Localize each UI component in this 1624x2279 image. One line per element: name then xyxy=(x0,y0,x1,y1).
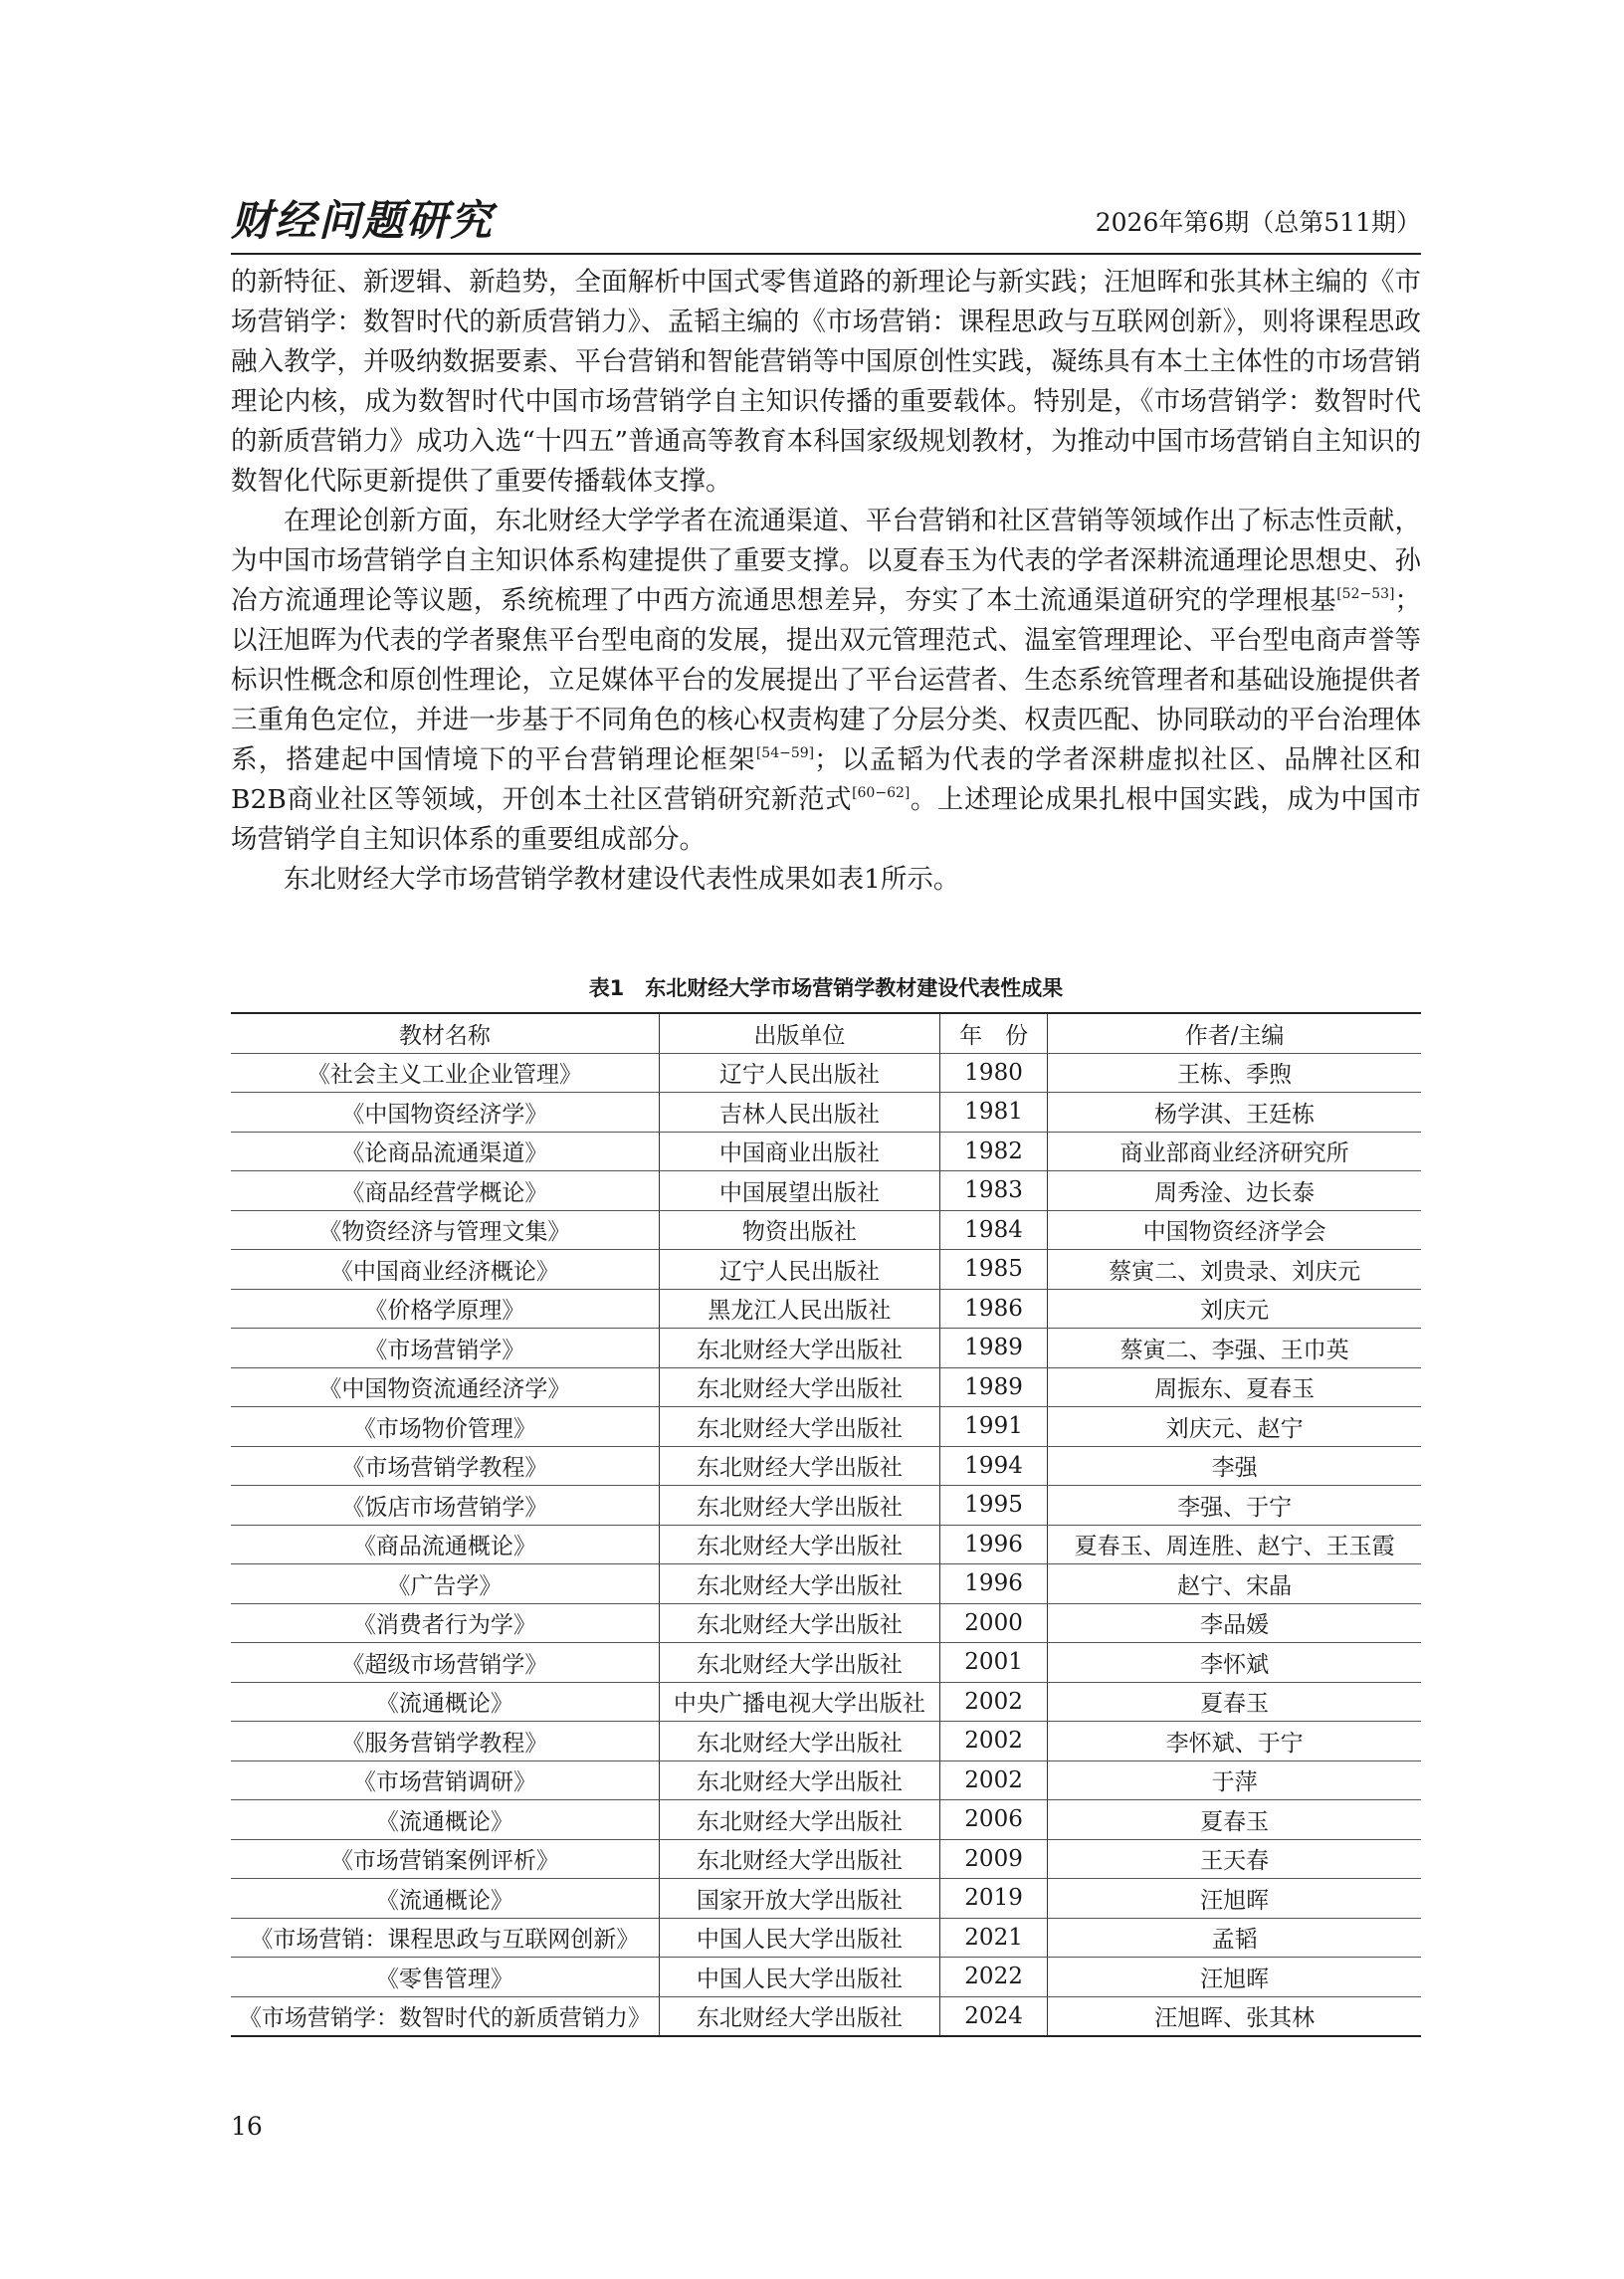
table-row xyxy=(231,1407,1421,1447)
table-cell: 东北财经大学出版社 xyxy=(659,1446,939,1486)
table-cell: 《市场物价管理》 xyxy=(231,1407,659,1447)
table-cell: 物资出版社 xyxy=(659,1210,939,1250)
table-cell: 赵宁、宋晶 xyxy=(1048,1564,1421,1604)
table-row xyxy=(231,1603,1421,1643)
table-cell: 1996 xyxy=(940,1525,1048,1564)
table-cell: 东北财经大学出版社 xyxy=(659,1367,939,1407)
table-cell: 黑龙江人民出版社 xyxy=(659,1289,939,1329)
table-row xyxy=(231,1525,1421,1564)
table-cell: 东北财经大学出版社 xyxy=(659,1407,939,1447)
column-header: 作者/主编 xyxy=(1048,1013,1421,1053)
table-cell: 东北财经大学出版社 xyxy=(659,1761,939,1800)
table-cell: 《饭店市场营销学》 xyxy=(231,1486,659,1526)
table-row xyxy=(231,1839,1421,1879)
table-row xyxy=(231,1171,1421,1211)
table-cell: 2000 xyxy=(940,1603,1048,1643)
table-cell: 2021 xyxy=(940,1918,1048,1958)
table-cell: 周秀淦、边长泰 xyxy=(1048,1171,1421,1211)
paragraph-text: 。上述理论成果扎根中国实践，成为中国市场营销学自主知识体系的重要组成部分。 xyxy=(231,784,1422,855)
table-cell: 辽宁人民出版社 xyxy=(659,1250,939,1290)
table-cell: 《消费者行为学》 xyxy=(231,1603,659,1643)
running-header xyxy=(231,195,1421,247)
paragraph-text: 在理论创新方面，东北财经大学学者在流通渠道、平台营销和社区营销等领域作出了标志性贡献，为中国市场营销学自主知识体系构建提供了重要支撑。以夏春玉为代表的学者深耕流通理论思想史、孙冶方流通理论等议题，系统梳理了中西方流通思想差异，夯实了本土流通渠道研究的学理根基 xyxy=(231,506,1421,616)
table-cell: 东北财经大学出版社 xyxy=(659,1564,939,1604)
table-cell: 蔡寅二、李强、王巾英 xyxy=(1048,1329,1421,1368)
paragraph-text: ；以汪旭晖为代表的学者聚焦平台型电商的发展，提出双元管理范式、温室管理理论、平台型电商声誉等标识性概念和原创性理论，立足媒体平台的发展提出了平台运营者、生态系统管理者和基础设施提供者三重角色定位，并进一步基于不同角色的核心权责构建了分层分类、权责匹配、协同联动的平台治理体系，搭建起中国情境下的平台营销理论框架 xyxy=(231,585,1421,775)
page-number: 16 xyxy=(231,2112,263,2141)
table-caption: 表1 东北财经大学市场营销学教材建设代表性成果 xyxy=(588,976,1064,1000)
table-cell: 2022 xyxy=(940,1958,1048,1997)
table-row xyxy=(231,1093,1421,1133)
table-cell: 李强 xyxy=(1048,1446,1421,1486)
table-cell: 东北财经大学出版社 xyxy=(659,1329,939,1368)
citation: [54−59] xyxy=(755,745,815,761)
table-cell: 刘庆元、赵宁 xyxy=(1048,1407,1421,1447)
table-cell: 《价格学原理》 xyxy=(231,1289,659,1329)
table-cell: 《流通概论》 xyxy=(231,1800,659,1840)
table-cell: 李怀斌 xyxy=(1048,1643,1421,1683)
table-cell: 中国人民大学出版社 xyxy=(659,1958,939,1997)
header-rule xyxy=(231,253,1421,255)
table-cell: 辽宁人民出版社 xyxy=(659,1053,939,1093)
citation: [52−53] xyxy=(1336,586,1395,602)
table-cell: 1989 xyxy=(940,1329,1048,1368)
table-cell: 中国商业出版社 xyxy=(659,1132,939,1171)
paragraph-continued: 的新特征、新逻辑、新趋势，全面解析中国式零售道路的新理论与新实践；汪旭晖和张其林主编的《市场营销学：数智时代的新质营销力》、孟韬主编的《市场营销：课程思政与互联网创新》，则将课程思政融入教学，并吸纳数据要素、平台营销和智能营销等中国原创性实践，凝练具有本土主体性的市场营销理论内核，成为数智时代中国市场营销学自主知识传播的重要载体。特别是，《市场营销学：数智时代的新质营销力》成功入选“十四五”普通高等教育本科国家级规划教材，为推动中国市场营销自主知识的数智化代际更新提供了重要传播载体支撑。 xyxy=(231,267,1421,497)
table-cell: 王栋、季煦 xyxy=(1048,1053,1421,1093)
table-cell: 东北财经大学出版社 xyxy=(659,1722,939,1761)
table-row xyxy=(231,1446,1421,1486)
table-row xyxy=(231,1367,1421,1407)
table-cell: 中国物资经济学会 xyxy=(1048,1210,1421,1250)
table-cell: 《市场营销：课程思政与互联网创新》 xyxy=(231,1918,659,1958)
table-header-row xyxy=(231,1013,1421,1053)
table-cell: 《流通概论》 xyxy=(231,1879,659,1919)
table-cell: 夏春玉 xyxy=(1048,1800,1421,1840)
table-cell: 1991 xyxy=(940,1407,1048,1447)
table-cell: 1981 xyxy=(940,1093,1048,1133)
table-row xyxy=(231,1289,1421,1329)
table-row xyxy=(231,1996,1421,2036)
article-body xyxy=(231,263,1421,900)
table-row xyxy=(231,1329,1421,1368)
table-cell: 《物资经济与管理文集》 xyxy=(231,1210,659,1250)
table-cell: 汪旭晖 xyxy=(1048,1958,1421,1997)
table-cell: 《市场营销案例评析》 xyxy=(231,1839,659,1879)
table-row xyxy=(231,1761,1421,1800)
table-cell: 李品媛 xyxy=(1048,1603,1421,1643)
table-cell: 1982 xyxy=(940,1132,1048,1171)
table-cell: 东北财经大学出版社 xyxy=(659,1486,939,1526)
table-row xyxy=(231,1879,1421,1919)
table-cell: 1983 xyxy=(940,1171,1048,1211)
column-header: 教材名称 xyxy=(231,1013,659,1053)
table-cell: 1984 xyxy=(940,1210,1048,1250)
table-cell: 周振东、夏春玉 xyxy=(1048,1367,1421,1407)
table-cell: 东北财经大学出版社 xyxy=(659,1800,939,1840)
table-cell: 《中国物资经济学》 xyxy=(231,1093,659,1133)
table-cell: 《广告学》 xyxy=(231,1564,659,1604)
table-cell: 吉林人民出版社 xyxy=(659,1093,939,1133)
table-cell: 蔡寅二、刘贵录、刘庆元 xyxy=(1048,1250,1421,1290)
column-header: 年 份 xyxy=(940,1013,1048,1053)
table-cell: 2019 xyxy=(940,1879,1048,1919)
table-cell: 于萍 xyxy=(1048,1761,1421,1800)
table-row xyxy=(231,1486,1421,1526)
table-cell: 2009 xyxy=(940,1839,1048,1879)
table-row xyxy=(231,1682,1421,1722)
table-cell: 《论商品流通渠道》 xyxy=(231,1132,659,1171)
table-row xyxy=(231,1918,1421,1958)
table-cell: 2002 xyxy=(940,1682,1048,1722)
table-cell: 2002 xyxy=(940,1722,1048,1761)
table-row xyxy=(231,1800,1421,1840)
table-cell: 1985 xyxy=(940,1250,1048,1290)
table-cell: 东北财经大学出版社 xyxy=(659,1996,939,2036)
table-cell: 东北财经大学出版社 xyxy=(659,1525,939,1564)
paragraph-text: ；以孟韬为代表的学者深耕虚拟社区、品牌社区和B2B商业社区等领域，开创本土社区营销研究新范式 xyxy=(231,744,1422,815)
table-cell: 《社会主义工业企业管理》 xyxy=(231,1053,659,1093)
table-cell: 李强、于宁 xyxy=(1048,1486,1421,1526)
table-cell: 东北财经大学出版社 xyxy=(659,1643,939,1683)
table-cell: 1994 xyxy=(940,1446,1048,1486)
table-row xyxy=(231,1210,1421,1250)
table-row xyxy=(231,1053,1421,1093)
table-row xyxy=(231,1564,1421,1604)
table-cell: 《市场营销学》 xyxy=(231,1329,659,1368)
table-cell: 商业部商业经济研究所 xyxy=(1048,1132,1421,1171)
table-cell: 中国展望出版社 xyxy=(659,1171,939,1211)
table-cell: 《商品经营学概论》 xyxy=(231,1171,659,1211)
column-header: 出版单位 xyxy=(659,1013,939,1053)
table-cell: 刘庆元 xyxy=(1048,1289,1421,1329)
paragraph-table-intro: 东北财经大学市场营销学教材建设代表性成果如表1所示。 xyxy=(284,864,960,895)
table-cell: 《商品流通概论》 xyxy=(231,1525,659,1564)
table-cell: 汪旭晖、张其林 xyxy=(1048,1996,1421,2036)
table-cell: 夏春玉、周连胜、赵宁、王玉霞 xyxy=(1048,1525,1421,1564)
table-row xyxy=(231,1643,1421,1683)
journal-name: 财经问题研究 xyxy=(231,196,495,245)
table-cell: 李怀斌、于宁 xyxy=(1048,1722,1421,1761)
issue-number: 2026年第6期（总第511期） xyxy=(1095,208,1421,237)
table-cell: 《超级市场营销学》 xyxy=(231,1643,659,1683)
table-cell: 国家开放大学出版社 xyxy=(659,1879,939,1919)
table-cell: 《流通概论》 xyxy=(231,1682,659,1722)
table-cell: 夏春玉 xyxy=(1048,1682,1421,1722)
table-cell: 2002 xyxy=(940,1761,1048,1800)
table-cell: 东北财经大学出版社 xyxy=(659,1839,939,1879)
table-cell: 1995 xyxy=(940,1486,1048,1526)
table-cell: 《零售管理》 xyxy=(231,1958,659,1997)
table-row xyxy=(231,1722,1421,1761)
table-row xyxy=(231,1250,1421,1290)
table-cell: 2001 xyxy=(940,1643,1048,1683)
table-cell: 《服务营销学教程》 xyxy=(231,1722,659,1761)
table-cell: 中央广播电视大学出版社 xyxy=(659,1682,939,1722)
table-row xyxy=(231,1958,1421,1997)
table-cell: 1980 xyxy=(940,1053,1048,1093)
table-cell: 东北财经大学出版社 xyxy=(659,1603,939,1643)
citation: [60−62] xyxy=(852,785,911,801)
table-row xyxy=(231,1132,1421,1171)
table-cell: 《市场营销学教程》 xyxy=(231,1446,659,1486)
table-cell: 杨学淇、王廷栋 xyxy=(1048,1093,1421,1133)
table-cell: 1989 xyxy=(940,1367,1048,1407)
table-cell: 孟韬 xyxy=(1048,1918,1421,1958)
paragraph-theory-innovation xyxy=(231,502,1421,860)
textbook-table xyxy=(231,1012,1421,2037)
table-cell: 汪旭晖 xyxy=(1048,1879,1421,1919)
table-cell: 1996 xyxy=(940,1564,1048,1604)
table-cell: 王天春 xyxy=(1048,1839,1421,1879)
table-cell: 《中国物资流通经济学》 xyxy=(231,1367,659,1407)
table-cell: 《市场营销学：数智时代的新质营销力》 xyxy=(231,1996,659,2036)
table-cell: 2024 xyxy=(940,1996,1048,2036)
table-cell: 中国人民大学出版社 xyxy=(659,1918,939,1958)
table-cell: 《中国商业经济概论》 xyxy=(231,1250,659,1290)
table-cell: 《市场营销调研》 xyxy=(231,1761,659,1800)
table-cell: 1986 xyxy=(940,1289,1048,1329)
table-cell: 2006 xyxy=(940,1800,1048,1840)
